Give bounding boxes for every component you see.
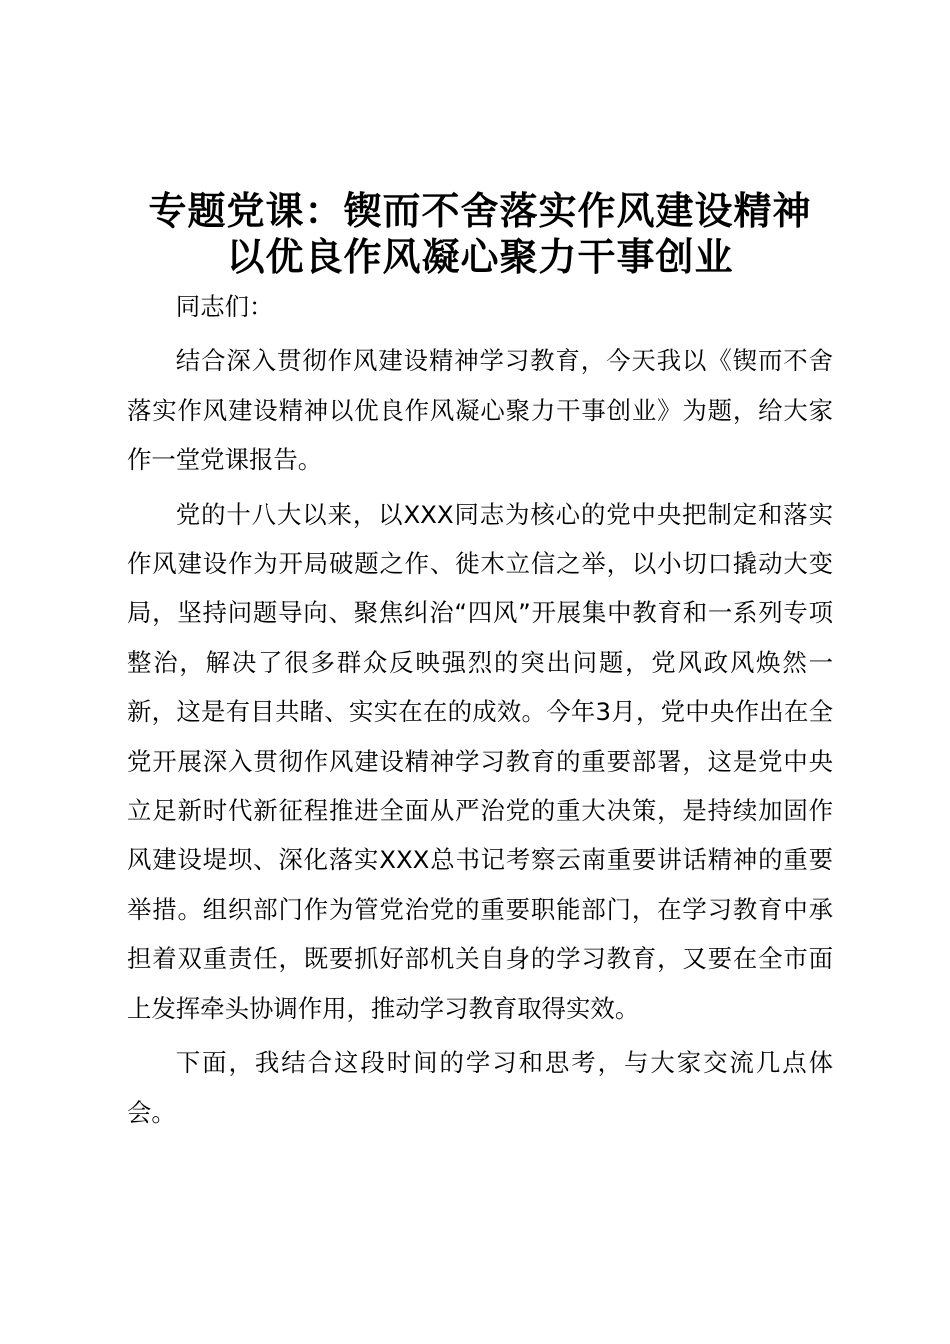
- title-line-2: 以优良作风凝心聚力干事创业: [226, 234, 734, 279]
- document-title: [127, 188, 833, 280]
- title-line-1: 专题党课：锲而不舍落实作风建设精神: [148, 188, 812, 233]
- document-body: [127, 188, 833, 1137]
- salutation: 同志们：: [175, 292, 274, 321]
- paragraph-transition: 下面，我结合这段时间的学习和思考，与大家交流几点体会。: [127, 1048, 833, 1127]
- paragraph-background: 党的十八大以来，以XXX同志为核心的党中央把制定和落实作风建设作为开局破题之作、徙木立信之举，以小切口撬动大变局，坚持问题导向、聚焦纠治“四风”开展集中教育和一系列专项整治，解决了很多群众反映强烈的突出问题，党风政风焕然一新，这是有目共睹、实实在在的成效。今年3月，党中央作出在全党开展深入贯彻作风建设精神学习教育的重要部署，这是党中央立足新时代新征程推进全面从严治党的重大决策，是持续加固作风建设堤坝、深化落实XXX总书记考察云南重要讲话精神的重要举措。组织部门作为管党治党的重要职能部门，在学习教育中承担着双重责任，既要抓好部机关自身的学习教育，又要在全市面上发挥牵头协调作用，推动学习教育取得实效。: [127, 499, 833, 1023]
- paragraph-intro: 结合深入贯彻作风建设精神学习教育，今天我以《锲而不舍落实作风建设精神以优良作风凝心聚力干事创业》为题，给大家作一堂党课报告。: [127, 346, 833, 475]
